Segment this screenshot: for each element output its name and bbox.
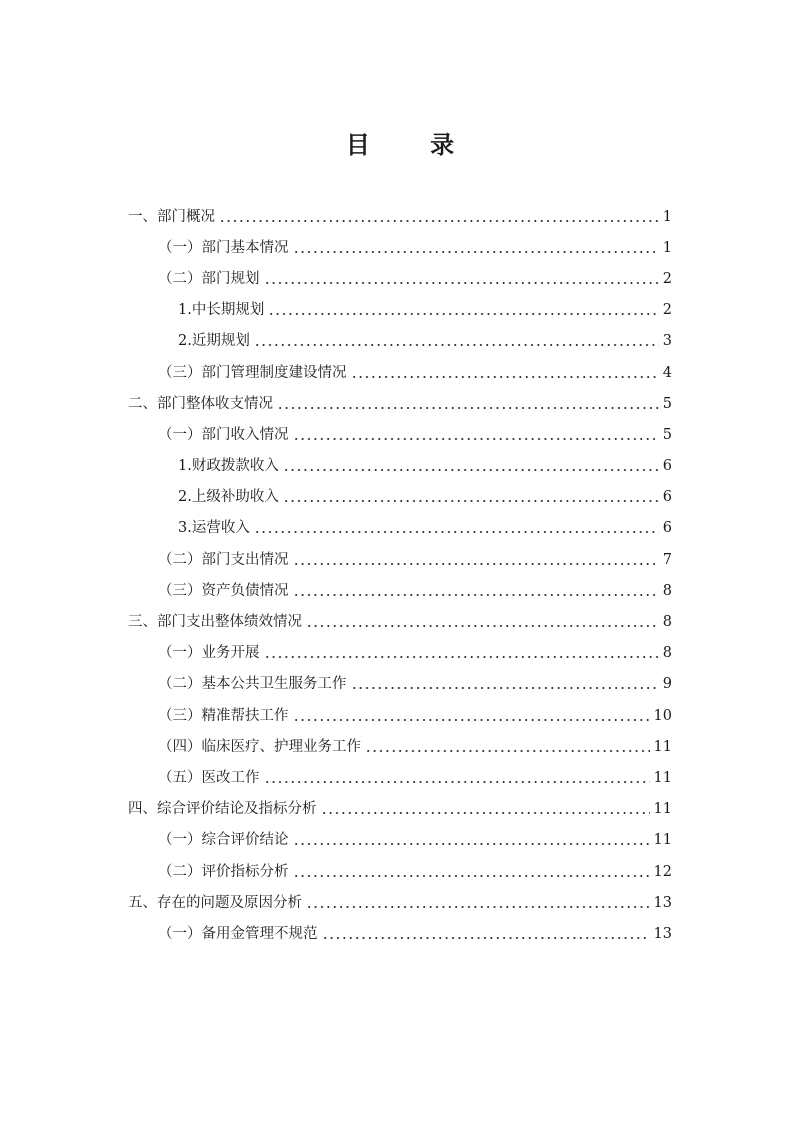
toc-title: 目 录 xyxy=(345,130,481,159)
toc-dot-leader xyxy=(351,376,659,378)
toc-entry[interactable] xyxy=(0,638,800,669)
toc-page-number: 6 xyxy=(662,520,672,537)
toc-entry[interactable] xyxy=(0,544,800,575)
toc-page-number: 7 xyxy=(662,551,672,568)
toc-dot-leader xyxy=(322,937,650,939)
toc-entry-title: 2.近期规划 xyxy=(178,333,250,350)
toc-entry-title: （一）业务开展 xyxy=(158,645,260,662)
toc-entry-title: （二）评价指标分析 xyxy=(158,863,289,880)
toc-page-number: 12 xyxy=(653,863,672,880)
toc-page-number: 1 xyxy=(662,239,672,256)
toc-entry[interactable] xyxy=(0,388,800,419)
toc-entry-title: 1.中长期规划 xyxy=(178,302,265,319)
toc-page-number: 8 xyxy=(662,645,672,662)
toc-entry[interactable] xyxy=(0,201,800,232)
toc-entry-title: （三）资产负债情况 xyxy=(158,582,289,599)
toc-entry[interactable] xyxy=(0,887,800,918)
toc-entry[interactable] xyxy=(0,918,800,949)
toc-dot-leader xyxy=(264,282,659,284)
toc-entry[interactable] xyxy=(0,232,800,263)
toc-entry-title: （一）部门基本情况 xyxy=(158,239,289,256)
toc-entry-title: （二）部门支出情况 xyxy=(158,551,289,568)
toc-page-number: 11 xyxy=(653,738,672,755)
toc-entry-title: 3.运营收入 xyxy=(178,520,250,537)
toc-dot-leader xyxy=(268,313,658,315)
toc-entry-title: （一）综合评价结论 xyxy=(158,832,289,849)
toc-entry-title: 一、部门概况 xyxy=(128,208,215,225)
toc-entry-title: 二、部门整体收支情况 xyxy=(128,395,273,412)
toc-dot-leader xyxy=(219,220,659,222)
toc-dot-leader xyxy=(293,563,659,565)
toc-entry[interactable] xyxy=(0,669,800,700)
toc-page-number: 4 xyxy=(662,364,672,381)
toc-entry[interactable] xyxy=(0,700,800,731)
toc-dot-leader xyxy=(293,843,650,845)
toc-entry[interactable] xyxy=(0,606,800,637)
toc-entry-title: （三）部门管理制度建设情况 xyxy=(158,364,347,381)
toc-entry[interactable] xyxy=(0,762,800,793)
toc-list xyxy=(0,201,800,950)
toc-entry-title: （一）备用金管理不规范 xyxy=(158,925,318,942)
toc-entry[interactable] xyxy=(0,731,800,762)
toc-page-number: 5 xyxy=(662,426,672,443)
toc-dot-leader xyxy=(254,344,659,346)
toc-page-number: 13 xyxy=(653,925,672,942)
toc-page-number: 8 xyxy=(662,614,672,631)
toc-page-number: 11 xyxy=(653,769,672,786)
toc-entry-title: 2.上级补助收入 xyxy=(178,489,279,506)
toc-entry[interactable] xyxy=(0,326,800,357)
toc-entry[interactable] xyxy=(0,357,800,388)
toc-entry-title: （二）基本公共卫生服务工作 xyxy=(158,676,347,693)
toc-dot-leader xyxy=(264,656,659,658)
toc-dot-leader xyxy=(293,875,650,877)
toc-entry-title: （四）临床医疗、护理业务工作 xyxy=(158,738,361,755)
toc-entry[interactable] xyxy=(0,451,800,482)
toc-entry-title: 五、存在的问题及原因分析 xyxy=(128,894,302,911)
toc-entry[interactable] xyxy=(0,263,800,294)
toc-entry-title: 1.财政拨款收入 xyxy=(178,458,279,475)
toc-page-number: 13 xyxy=(653,894,672,911)
toc-page-number: 3 xyxy=(662,333,672,350)
toc-entry[interactable] xyxy=(0,794,800,825)
toc-page-number: 6 xyxy=(662,458,672,475)
toc-entry[interactable] xyxy=(0,575,800,606)
toc-dot-leader xyxy=(264,781,650,783)
toc-dot-leader xyxy=(254,531,659,533)
toc-page-number: 1 xyxy=(662,208,672,225)
toc-dot-leader xyxy=(283,469,659,471)
toc-page-number: 2 xyxy=(662,270,672,287)
toc-dot-leader xyxy=(293,438,659,440)
toc-entry-title: （一）部门收入情况 xyxy=(158,426,289,443)
toc-page-number: 5 xyxy=(662,395,672,412)
toc-page-number: 10 xyxy=(653,707,672,724)
toc-page-number: 2 xyxy=(662,302,672,319)
toc-dot-leader xyxy=(283,500,659,502)
toc-dot-leader xyxy=(306,625,659,627)
toc-page-number: 11 xyxy=(653,832,672,849)
toc-page-number: 8 xyxy=(662,582,672,599)
toc-page-number: 11 xyxy=(653,801,672,818)
toc-dot-leader xyxy=(321,812,650,814)
toc-entry-title: 三、部门支出整体绩效情况 xyxy=(128,614,302,631)
toc-entry[interactable] xyxy=(0,513,800,544)
toc-entry[interactable] xyxy=(0,856,800,887)
toc-entry[interactable] xyxy=(0,482,800,513)
toc-entry[interactable] xyxy=(0,419,800,450)
toc-entry-title: （二）部门规划 xyxy=(158,270,260,287)
toc-page-number: 6 xyxy=(662,489,672,506)
toc-dot-leader xyxy=(293,251,659,253)
toc-entry-title: （三）精准帮扶工作 xyxy=(158,707,289,724)
toc-dot-leader xyxy=(293,594,659,596)
toc-entry[interactable] xyxy=(0,825,800,856)
toc-dot-leader xyxy=(293,719,650,721)
toc-dot-leader xyxy=(365,750,650,752)
toc-entry[interactable] xyxy=(0,295,800,326)
toc-page-number: 9 xyxy=(662,676,672,693)
toc-dot-leader xyxy=(277,407,659,409)
toc-dot-leader xyxy=(306,906,650,908)
toc-entry-title: 四、综合评价结论及指标分析 xyxy=(128,801,317,818)
toc-entry-title: （五）医改工作 xyxy=(158,769,260,786)
toc-dot-leader xyxy=(351,687,659,689)
